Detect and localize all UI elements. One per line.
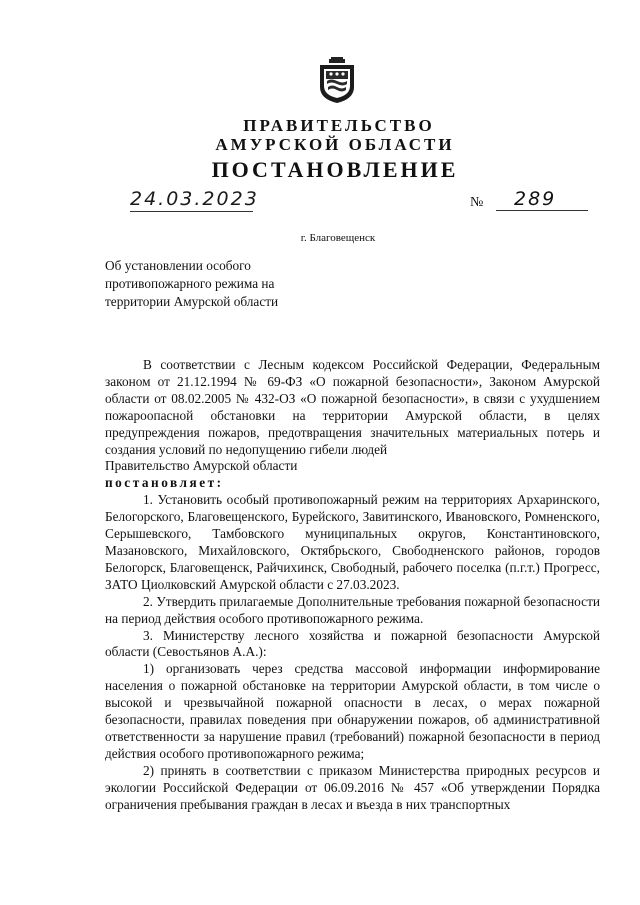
preamble-tail: Правительство Амурской области (105, 458, 298, 474)
document-type-title: ПОСТАНОВЛЕНИЕ (211, 157, 459, 182)
city: г. Благовещенск (300, 232, 376, 244)
region-title: АМУРСКОЙ ОБЛАСТИ (215, 135, 455, 154)
paragraph-3-2: 2) принять в соответствии с приказом Министерства природных ресурсов и экологии Российской Федерации от 06.09.2016 № 457 «Об утверждении Порядка ограничения пребывания граждан в лесах и въезда в них транспортных (105, 762, 600, 812)
subject-line: Об установлении особого (105, 258, 251, 273)
paragraph-3-1: 1) организовать через средства массовой информации информирование населения о пожарной обстановке на территории Амурской области, в том числе о высокой и чрезвычайной пожарной опасности в лесах, о мерах пожарной безопасности, правилах поведения при обнаружении пожаров, об административной ответственности за нарушение правил (требований) пожарной безопасности в период действия особого противопожарного режима; (105, 661, 600, 761)
subject-line: противопожарного режима на (105, 276, 275, 291)
paragraph-2: 2. Утвердить прилагаемые Дополнительные требования пожарной безопасности на период действия особого противопожарного режима. (105, 593, 600, 626)
paragraph-1: 1. Установить особый противопожарный режим на территориях Архаринского, Белогорского, Благовещенского, Бурейского, Завитинского, Ивановского, Ромненского, Серышевского, Тамбовского муниципальных округов, Константиновского, Мазановского, Михайловского, Октябрьского, Свободненского районов, городов Белогорск, Благовещенск, Райчихинск, Свободный, рабочего поселка (п.г.т.) Прогресс, ЗАТО Циолковский Амурской области с 27.03.2023. (105, 492, 600, 592)
document-subject (105, 257, 365, 311)
government-title: ПРАВИТЕЛЬСТВО (243, 116, 435, 135)
document-number: 289 (496, 188, 588, 211)
document-date: 24.03.2023 (130, 188, 259, 210)
coat-of-arms-emblem (317, 57, 357, 103)
paragraph-3: 3. Министерству лесного хозяйства и пожарной безопасности Амурской области (Севостьянов А.А.): (105, 627, 600, 660)
subject-line: территории Амурской области (105, 294, 279, 309)
document-body (105, 357, 600, 813)
number-label: № (470, 195, 484, 210)
preamble-paragraph: В соответствии с Лесным кодексом Российской Федерации, Федеральным законом от 21.12.1994 № 69-ФЗ «О пожарной безопасности», Законом Амурской области от 08.02.2005 № 432-ОЗ «О пожарной безопасности», в связи с ухудшением пожароопасной обстановки на территории Амурской области, в целях предупреждения пожаров, предотвращения значительных материальных потерь и создания условий по недопущению гибели людей (105, 357, 600, 457)
decree-word: постановляет: (105, 475, 224, 491)
